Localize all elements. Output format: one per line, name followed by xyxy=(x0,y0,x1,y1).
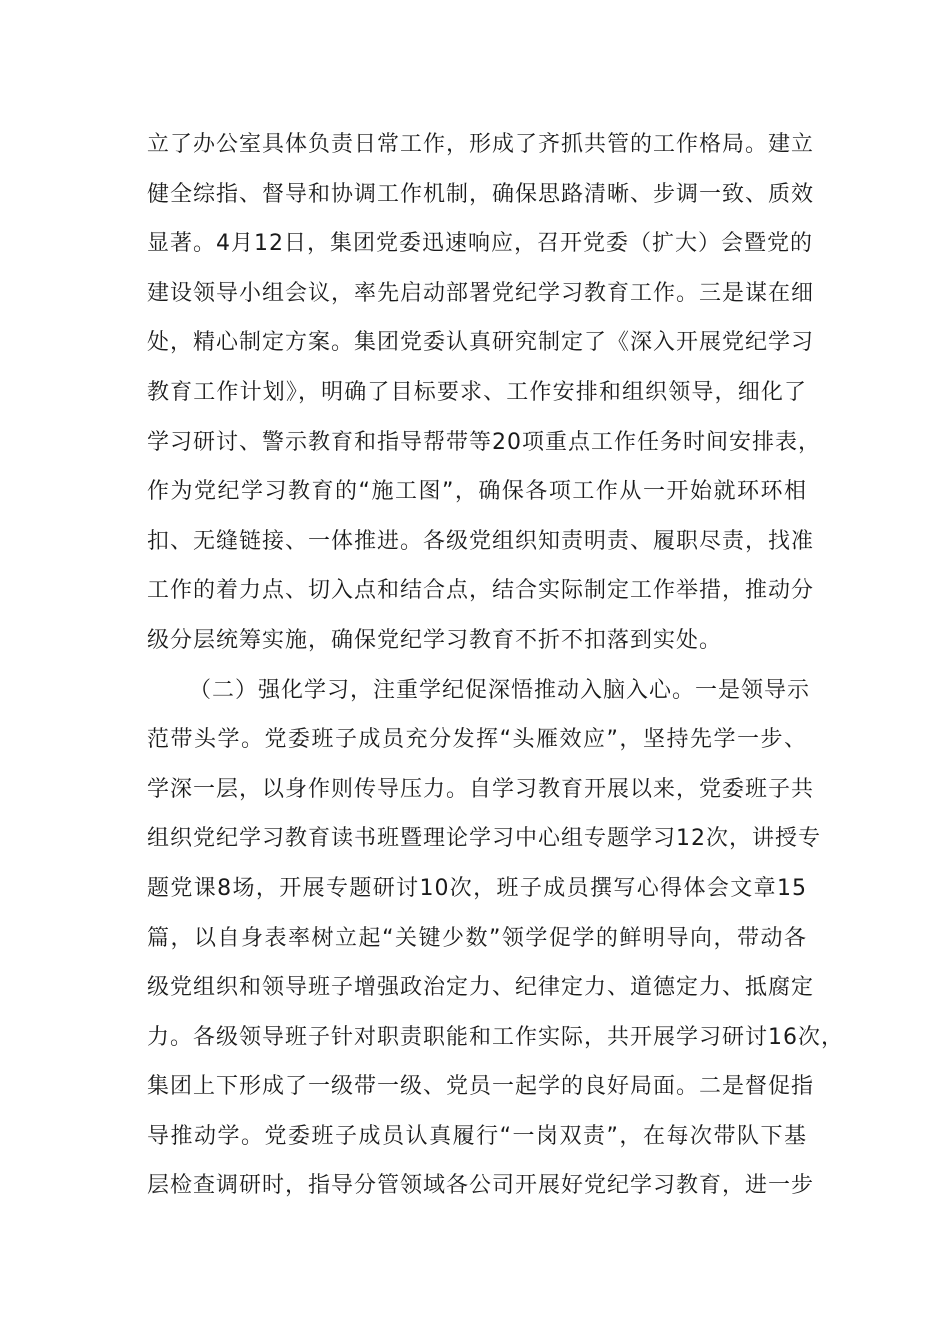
text-line: 级分层统筹实施，确保党纪学习教育不折不扣落到实处。 xyxy=(147,627,723,653)
text-line: 篇，以自身表率树立起“关键少数”领学促学的鲜明导向，带动各 xyxy=(147,925,807,951)
text-line: 工作的着力点、切入点和结合点，结合实际制定工作举措，推动分 xyxy=(147,578,815,604)
text-line: 层检查调研时，指导分管领域各公司开展好党纪学习教育，进一步 xyxy=(147,1173,815,1199)
text-line: 级党组织和领导班子增强政治定力、纪律定力、道德定力、抵腐定 xyxy=(147,975,815,1001)
text-line: 扣、无缝链接、一体推进。各级党组织知责明责、履职尽责，找准 xyxy=(147,528,815,554)
text-line: 导推动学。党委班子成员认真履行“一岗双责”，在每次带队下基 xyxy=(147,1123,807,1149)
text-line: 显著。4月12日，集团党委迅速响应，召开党委（扩大）会暨党的 xyxy=(147,231,813,257)
text-line: 集团上下形成了一级带一级、党员一起学的良好局面。二是督促指 xyxy=(147,1074,815,1100)
text-line: 学深一层，以身作则传导压力。自学习教育开展以来，党委班子共 xyxy=(147,776,815,802)
text-line: 作为党纪学习教育的“施工图”，确保各项工作从一开始就环环相 xyxy=(147,479,807,505)
text-line: 教育工作计划》，明确了目标要求、工作安排和组织领导，细化了 xyxy=(147,379,807,405)
text-line: 健全综指、督导和协调工作机制，确保思路清晰、步调一致、质效 xyxy=(147,181,815,207)
text-line: 学习研讨、警示教育和指导帮带等20项重点工作任务时间安排表， xyxy=(147,429,821,455)
text-line: 题党课8场，开展专题研讨10次，班子成员撰写心得体会文章15 xyxy=(147,875,807,901)
text-line: 处，精心制定方案。集团党委认真研究制定了《深入开展党纪学习 xyxy=(147,330,815,356)
text-line: 组织党纪学习教育读书班暨理论学习中心组专题学习12次，讲授专 xyxy=(147,826,821,852)
text-line: 力。各级领导班子针对职责职能和工作实际，共开展学习研讨16次， xyxy=(147,1024,844,1050)
body-text xyxy=(147,132,844,1224)
text-line: 建设领导小组会议，率先启动部署党纪学习教育工作。三是谋在细 xyxy=(147,280,815,306)
text-line: 范带头学。党委班子成员充分发挥“头雁效应”，坚持先学一步、 xyxy=(147,727,807,753)
section-heading-line: （二）强化学习，注重学纪促深悟推动入脑入心。一是领导示 xyxy=(189,677,811,703)
text-line: 立了办公室具体负责日常工作，形成了齐抓共管的工作格局。建立 xyxy=(147,132,815,157)
